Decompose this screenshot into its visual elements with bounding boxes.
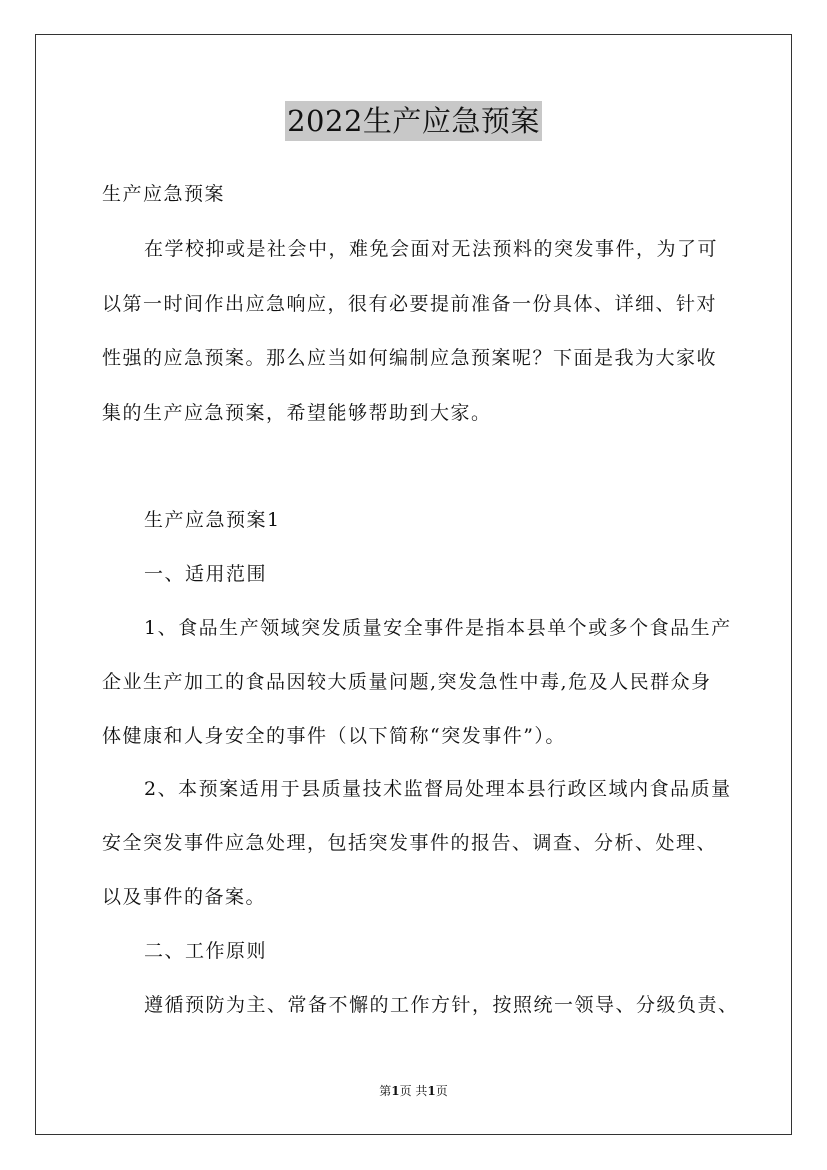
- page-total: 1: [427, 1084, 436, 1098]
- document-title: 2022生产应急预案: [285, 101, 542, 141]
- subheading-principles: 二、工作原则: [144, 940, 268, 962]
- paragraph-line: 以及事件的备案。: [102, 886, 267, 908]
- section-heading-plan-1: 生产应急预案1: [144, 509, 281, 531]
- page-current: 1: [391, 1084, 400, 1098]
- title-container: [0, 101, 827, 141]
- paragraph-line: 在学校抑或是社会中，难免会面对无法预料的突发事件，为了可: [144, 238, 719, 260]
- paragraph-line: 体健康和人身安全的事件（以下简称“突发事件”）。: [102, 725, 566, 747]
- paragraph-line: 集的生产应急预案，希望能够帮助到大家。: [102, 402, 492, 424]
- paragraph-line: 性强的应急预案。那么应当如何编制应急预案呢？下面是我为大家收: [102, 347, 718, 369]
- paragraph-line: 遵循预防为主、常备不懈的工作方针，按照统一领导、分级负责、: [144, 994, 739, 1016]
- subheading-scope: 一、适用范围: [144, 563, 268, 585]
- paragraph-line: 1、食品生产领域突发质量安全事件是指本县单个或多个食品生产: [144, 617, 732, 639]
- footer-mid: 页 共: [399, 1084, 428, 1098]
- paragraph-line: 企业生产加工的食品因较大质量问题,突发急性中毒,危及人民群众身: [102, 671, 712, 693]
- footer-prefix: 第: [379, 1084, 392, 1098]
- paragraph-line: 2、本预案适用于县质量技术监督局处理本县行政区域内食品质量: [144, 778, 732, 800]
- page-footer: [0, 1083, 827, 1099]
- paragraph-line: 安全突发事件应急处理，包括突发事件的报告、调查、分析、处理、: [102, 832, 718, 854]
- paragraph-line: 以第一时间作出应急响应，很有必要提前准备一份具体、详细、针对: [102, 293, 718, 315]
- section-heading-intro: 生产应急预案: [102, 183, 226, 205]
- footer-suffix: 页: [435, 1084, 448, 1098]
